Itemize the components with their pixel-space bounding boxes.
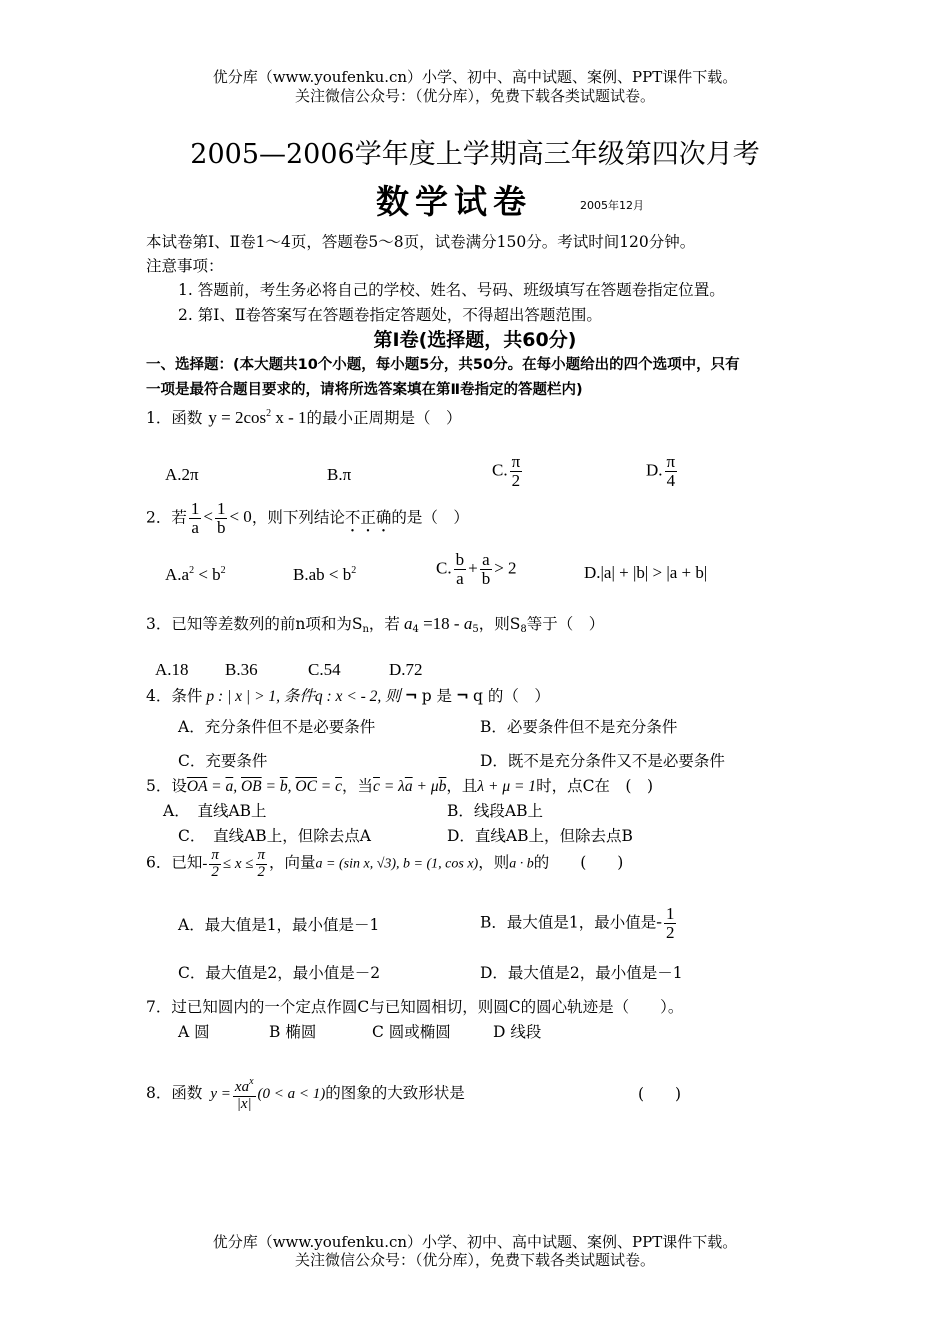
q1-option-d: D. $\frac{\pi}{4}$ (646, 452, 676, 490)
q5-option-a: A． 直线AB上 (163, 802, 267, 820)
q5-option-b: B．线段AB上 (447, 802, 543, 820)
q1-suffix: 的最小正周期是（ ） (306, 409, 462, 427)
question-6: 6．已知- $\frac{\pi}{2}$ ≤ x ≤ $\frac{\pi}{2}$ ，向量a = (sin x, √3), b = (1, cos x)，则a · b的 ( ) (146, 847, 624, 880)
exam-title: 2005—2006学年度上学期高三年级第四次月考 (190, 139, 760, 170)
q7-option-a: A 圆 (178, 1023, 210, 1041)
notice-item-1: 1. 答题前，考生务必将自己的学校、姓名、号码、班级填写在答题卷指定位置。 (178, 281, 725, 299)
question-5: 5．设$\overline{OA} = \overline{a}$, $\overline{OB} = \overline{b}$, $\overline{OC} = \overline{c}$，当$\overline{c} = \lambda\overline{a} + \mu\overline{b}$，且λ + μ = 1时，点C在 ( ) (146, 777, 654, 795)
footer-line-2: 关注微信公众号：（优分库），免费下载各类试题试卷。 (294, 1251, 655, 1269)
q8-answer-bracket: ( ) (638, 1085, 682, 1103)
question-7: 7．过已知圆内的一个定点作圆C与已知圆相切，则圆C的圆心轨迹是（ ）。 (146, 998, 684, 1016)
q7-option-b: B 椭圆 (269, 1023, 317, 1041)
q4-option-c: C．充要条件 (178, 752, 268, 770)
q1-prefix: 1．函数 (146, 409, 203, 427)
q1-option-b: B.π (327, 465, 352, 484)
q2-option-c: C. $\frac{b}{a}$ + $\frac{a}{b}$ > 2 (436, 550, 517, 588)
q6-option-c: C．最大值是2，最小值是－2 (178, 964, 381, 982)
question-2: 2．若 $\frac{1}{a}$ < $\frac{1}{b}$ < 0，则下列结论不正确的是（ ） (146, 499, 469, 537)
q2-option-d: D.|a| + |b| > |a + b| (584, 563, 708, 582)
section-title: 第Ⅰ卷(选择题，共60分) (373, 329, 577, 351)
section-desc-2: 一项是最符合题目要求的，请将所选答案填在第Ⅱ卷指定的答题栏内) (146, 382, 583, 398)
q5-option-c: C． 直线AB上，但除去点A (178, 827, 371, 845)
q6-option-a: A．最大值是1，最小值是－1 (178, 916, 380, 934)
section-desc-1: 一、选择题：(本大题共10个小题，每小题5分，共50分。在每小题给出的四个选项中，只有 (146, 357, 740, 373)
notice-item-2: 2. 第Ⅰ、Ⅱ卷答案写在答题卷指定答题处，不得超出答题范围。 (178, 306, 602, 324)
question-8: 8．函数 y = $\frac{xa^x}{|x|}$ (0 < a < 1)的图象的大致形状是 (146, 1076, 465, 1112)
q2-emphasis: 不正确 (344, 508, 392, 527)
q3-option-a: A.18 (155, 660, 189, 679)
exam-date: 2005年12月 (580, 199, 644, 212)
q1-option-a: A.2π (165, 465, 199, 484)
q7-option-d: D 线段 (493, 1023, 542, 1041)
q2-option-b: $B.ab < b^2$ (293, 565, 357, 584)
question-3: 3．已知等差数列的前n项和为$S_n$，若 $a_4 =18 - a_5$，则$S_8$等于（ ） (146, 614, 605, 635)
q3-option-b: B.36 (225, 660, 258, 679)
q6-option-b: B．最大值是1，最小值是- $\frac{1}{2}$ (480, 904, 675, 942)
q1-formula: $y = 2\cos^2$ x - 1 (208, 408, 307, 427)
footer-line-1: 优分库（www.youfenku.cn）小学、初中、高中试题、案例、PPT课件下载。 (212, 1233, 738, 1251)
q7-option-c: C 圆或椭圆 (372, 1023, 451, 1041)
header-line-1: 优分库（www.youfenku.cn）小学、初中、高中试题、案例、PPT课件下载。 (212, 68, 738, 86)
q5-option-d: D．直线AB上，但除去点B (447, 827, 633, 845)
exam-intro: 本试卷第Ⅰ、Ⅱ卷1～4页，答题卷5～8页，试卷满分150分。考试时间120分钟。 (146, 233, 696, 251)
q4-option-a: A．充分条件但不是必要条件 (178, 718, 376, 736)
q2-option-a: $A.a^2 < b^2$ (165, 565, 226, 584)
notice-heading: 注意事项： (146, 257, 224, 275)
q6-option-d: D．最大值是2，最小值是－1 (480, 964, 683, 982)
question-1 (146, 406, 462, 428)
header-line-2: 关注微信公众号：（优分库），免费下载各类试题试卷。 (294, 87, 655, 105)
q1-option-c: C. $\frac{\pi}{2}$ (492, 452, 521, 490)
exam-subtitle: 数学试卷 (376, 182, 532, 221)
q3-option-d: D.72 (389, 660, 423, 679)
q4-option-b: B．必要条件但不是充分条件 (480, 718, 678, 736)
q3-option-c: C.54 (308, 660, 341, 679)
question-4: 4．条件 p : | x | > 1, 条件q : x < - 2, 则 ¬ p 是 ¬ q 的（ ） (146, 686, 550, 705)
q4-option-d: D．既不是充分条件又不是必要条件 (480, 752, 725, 770)
